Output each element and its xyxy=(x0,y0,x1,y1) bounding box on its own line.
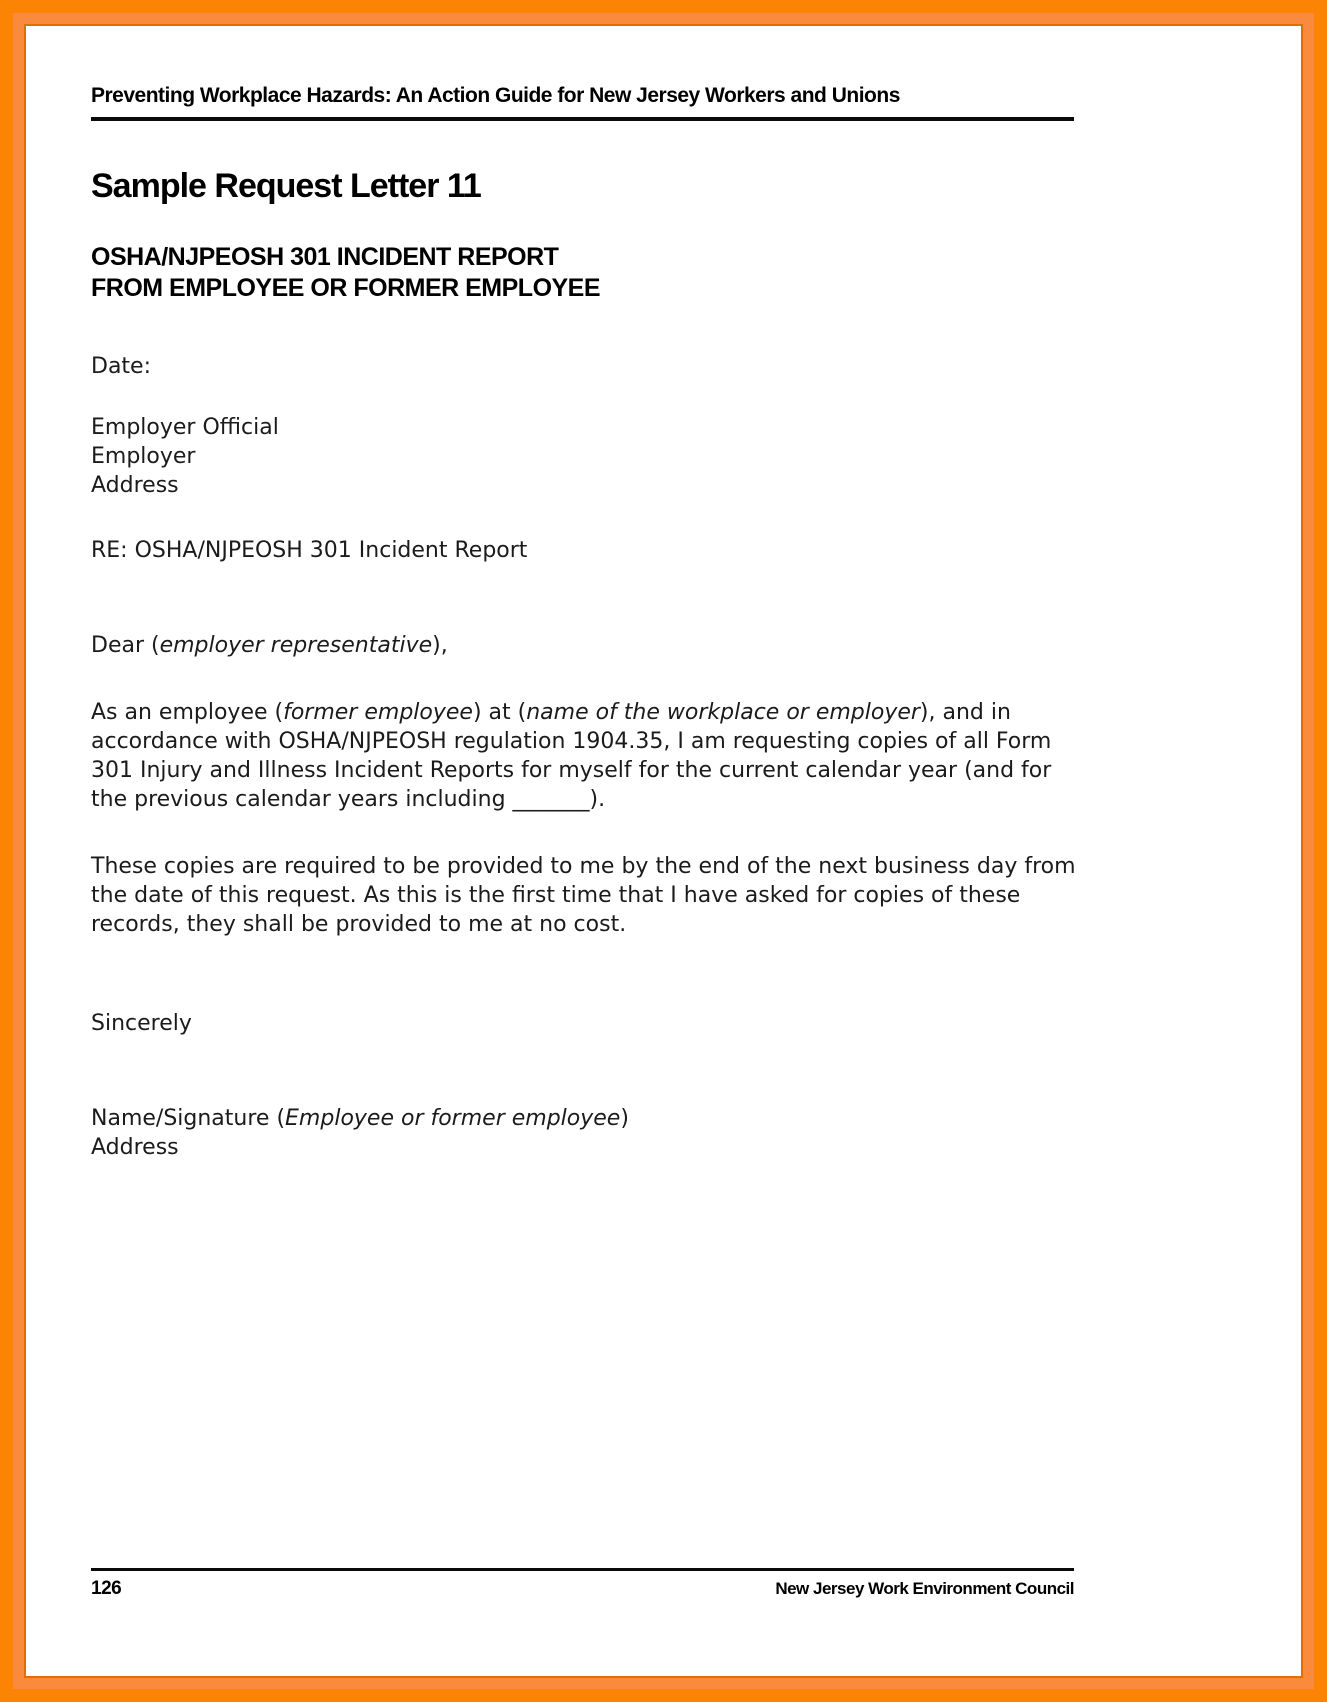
re-subject-line: RE: OSHA/NJPEOSH 301 Incident Report xyxy=(91,538,528,563)
salutation: Dear (employer representative), xyxy=(91,633,448,658)
running-header-title: Preventing Workplace Hazards: An Action Guide for New Jersey Workers and Unions xyxy=(91,84,900,107)
body-paragraph-deadline: These copies are required to be provided to me by the end of the next business day from the date of this request. As this is the first time that I have asked for copies of these records, they shall be provided to me at no cost. xyxy=(91,854,1076,937)
letter-subtitle xyxy=(91,242,1081,304)
closing: Sincerely xyxy=(91,1011,192,1036)
body-paragraph-request: As an employee (former employee) at (name of the workplace or employer), and in accordance with OSHA/NJPEOSH regulation 1904.35, I am requesting copies of all Form 301 Injury and Illness Incident Reports for myself for the current calendar year (and for the previous calendar years including _______). xyxy=(91,700,1052,812)
footer-row xyxy=(91,1578,1074,1600)
inner-orange-border xyxy=(13,13,1314,1689)
date-label: Date: xyxy=(91,354,151,379)
page-footer xyxy=(91,1568,1074,1600)
signature-address: Address xyxy=(91,1135,179,1160)
document-page xyxy=(24,24,1303,1678)
recipient-block xyxy=(91,413,1081,500)
footer-organization: New Jersey Work Environment Council xyxy=(775,1579,1074,1598)
recipient-line-employer: Employer xyxy=(91,444,196,469)
signature-line: Name/Signature (Employee or former employee) xyxy=(91,1106,629,1131)
recipient-line-official: Employer Official xyxy=(91,415,279,440)
running-header xyxy=(91,84,1081,121)
page-content xyxy=(91,84,1081,1162)
letter-subtitle-line-2: FROM EMPLOYEE OR FORMER EMPLOYEE xyxy=(91,274,601,302)
page-title: Sample Request Letter 11 xyxy=(91,167,481,205)
page-number: 126 xyxy=(91,1578,122,1599)
header-rule xyxy=(91,117,1074,121)
recipient-line-address: Address xyxy=(91,473,179,498)
signature-block xyxy=(91,1104,1081,1162)
letter-subtitle-line-1: OSHA/NJPEOSH 301 INCIDENT REPORT xyxy=(91,243,559,271)
footer-rule xyxy=(91,1568,1074,1571)
